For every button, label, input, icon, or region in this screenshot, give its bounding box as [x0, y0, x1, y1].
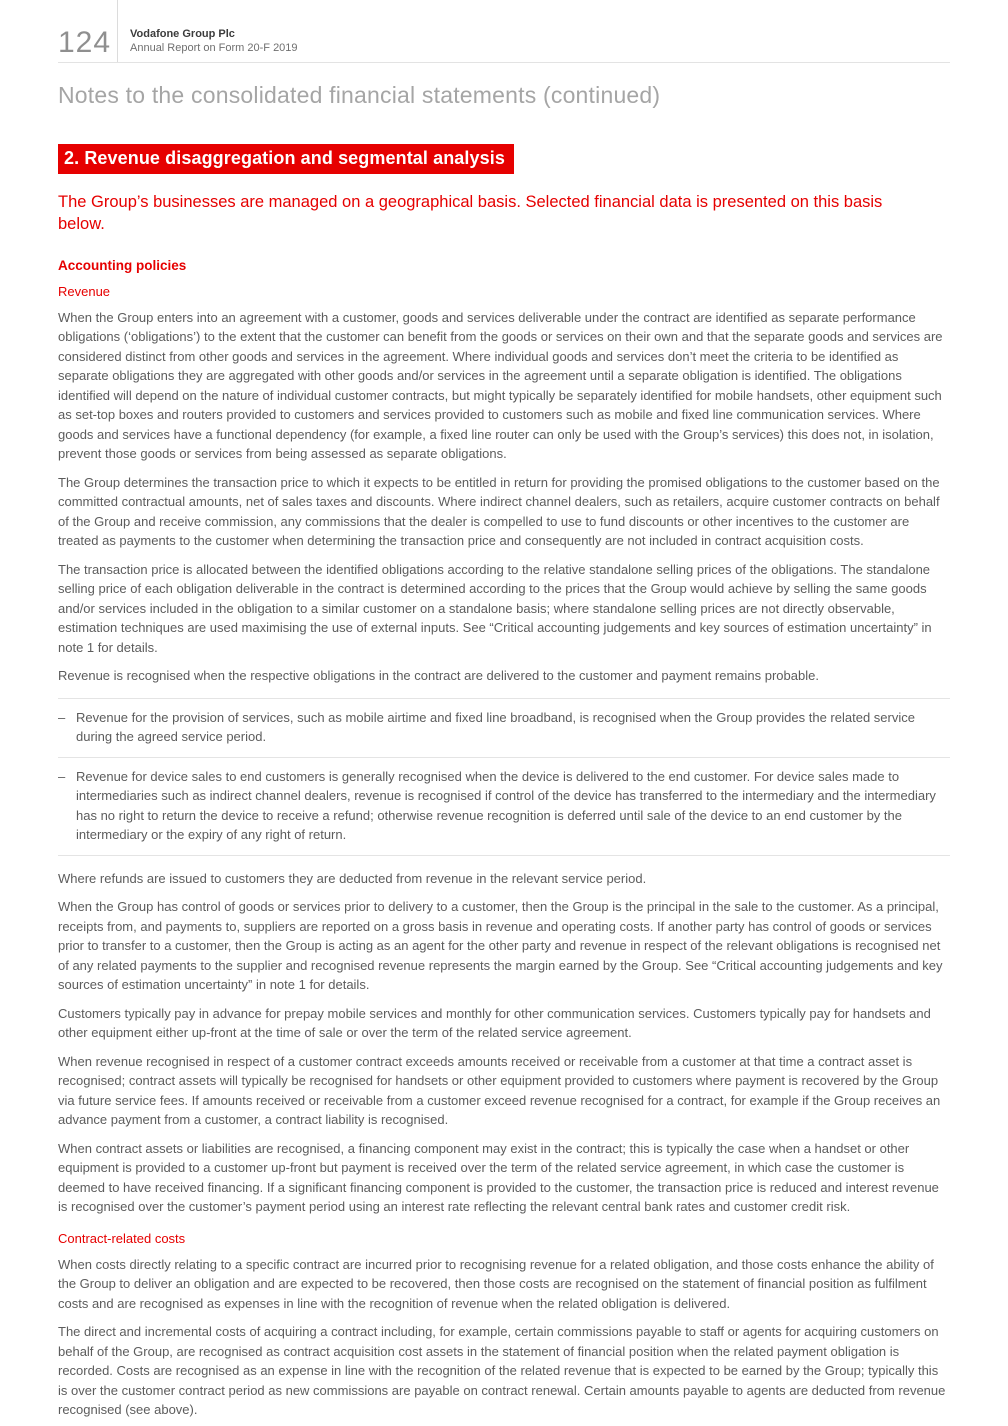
section-intro: The Group’s businesses are managed on a geographical basis. Selected financial data is presented on this basis below. [58, 193, 883, 233]
header-meta [130, 27, 298, 56]
page-number: 124 [58, 26, 112, 59]
list-item-text: Revenue for the provision of services, such as mobile airtime and fixed line broadband, is recognised when the Group provides the related service during the agreed service period. [76, 709, 915, 745]
paragraph: Where refunds are issued to customers they are deducted from revenue in the relevant service period. [58, 870, 647, 886]
dash-marker: – [58, 768, 66, 784]
report-name: Annual Report on Form 20-F 2019 [130, 42, 298, 55]
list-item [58, 758, 950, 856]
list-item [58, 699, 950, 758]
paragraph: The Group determines the transaction price to which it expects to be entitled in return for providing the promised obligations to the customer based on the committed contractual amounts, net of sales taxes and discounts. Where indirect channel dealers, such as retailers, acquire customer contracts on behalf of the Group and receive commission, any commissions that the dealer is compelled to use to fund discounts or other incentives to the customer are treated as payments to the customer when determining the transaction price and consequently are not included in contract acquisition costs. [58, 474, 940, 549]
paragraph: Customers typically pay in advance for prepay mobile services and monthly for other communication services. Customers typically pay for handsets and other equipment either up-front at the time of sale or over the term of the related service agreement. [58, 1005, 931, 1041]
accounting-policies-heading: Accounting policies [58, 257, 187, 273]
paragraph: The transaction price is allocated between the identified obligations according to the relative standalone selling prices of the obligations. The standalone selling price of each obligation deliverable in the contract is determined according to the prices that the Group would achieve by selling the same goods and/or services included in the obligation to a similar customer on a standalone basis; where standalone selling prices are not directly observable, estimation techniques are used maximising the use of external inputs. See “Critical accounting judgements and key sources of estimation uncertainty” in note 1 for details. [58, 561, 932, 655]
paragraph: The direct and incremental costs of acquiring a contract including, for example, certain commissions payable to staff or agents for acquiring customers on behalf of the Group, are recognised as contract acquisition cost assets in the statement of financial position when the related payment obligation is recorded. Costs are recognised as an expense in line with the recognition of the related revenue that is expected to be earned by the Group; typically this is over the customer contract period as new commissions are payable on contract renewal. Certain amounts payable to agents are deducted from revenue recognised (see above). [58, 1324, 946, 1418]
dash-marker: – [58, 709, 66, 725]
header-divider [117, 0, 118, 62]
revenue-recognition-list [58, 698, 950, 856]
section-heading: 2. Revenue disaggregation and segmental analysis [58, 144, 514, 174]
paragraph: When costs directly relating to a specific contract are incurred prior to recognising revenue for a related obligation, and those costs enhance the ability of the Group to deliver an obligation and are expected to be recovered, then those costs are recognised on the statement of financial position as fulfilment costs and are recognised as expenses in line with the recognition of revenue when the related obligation is delivered. [58, 1256, 934, 1311]
company-name: Vodafone Group Plc [130, 28, 235, 40]
note-content [58, 144, 950, 1420]
contract-costs-subheading: Contract-related costs [58, 1230, 186, 1246]
paragraph: When contract assets or liabilities are recognised, a financing component may exist in the contract; this is typically the case when a handset or other equipment is provided to a customer up-front but payment is received over the term of the related service agreement, in which case the customer is deemed to have received financing. If a significant financing component is provided to the customer, the transaction price is reduced and interest revenue is recognised over the customer’s payment period using an interest rate reflecting the relevant central bank rates and customer credit risk. [58, 1140, 939, 1215]
document-title: Notes to the consolidated financial statements (continued) [58, 82, 661, 108]
revenue-subheading: Revenue [58, 283, 111, 299]
list-item-text: Revenue for device sales to end customers is generally recognised when the device is delivered to the end customer. For device sales made to intermediaries such as indirect channel dealers, revenue is recognised if control of the device has transferred to the intermediary and the intermediary has no right to return the device to receive a refund; otherwise revenue recognition is deferred until sale of the device to an end customer by the intermediary or the expiry of any right of return. [76, 768, 936, 843]
header-rule [58, 62, 950, 63]
page-header [58, 0, 950, 62]
paragraph: Revenue is recognised when the respective obligations in the contract are delivered to the customer and payment remains probable. [58, 668, 819, 684]
paragraph: When revenue recognised in respect of a customer contract exceeds amounts received or receivable from a customer at that time a contract asset is recognised; contract assets will typically be recognised for handsets or other equipment provided to customers where payment is recovered by the Group via future service fees. If amounts received or receivable from a customer exceed revenue recognised for a contract, for example if the Group receives an advance payment from a customer, a contract liability is recognised. [58, 1053, 941, 1128]
paragraph: When the Group has control of goods or services prior to delivery to a customer, then the Group is the principal in the sale to the customer. As a principal, receipts from, and payments to, suppliers are reported on a gross basis in revenue and operating costs. If another party has control of goods or services prior to transfer to a customer, then the Group is acting as an agent for the other party and revenue in respect of the relevant obligations is recognised net of any related payments to the supplier and recognised revenue represents the margin earned by the Group. See “Critical accounting judgements and key sources of estimation uncertainty” in note 1 for details. [58, 899, 943, 993]
paragraph: When the Group enters into an agreement with a customer, goods and services deliverable under the contract are identified as separate performance obligations (‘obligations’) to the extent that the customer can benefit from the goods or services on their own and that the separate goods and services are considered distinct from other goods and services in the agreement. Where individual goods and services don’t meet the criteria to be identified as separate obligations they are aggregated with other goods and/or services in the agreement until a separate obligation is identified. The obligations identified will depend on the nature of individual customer contracts, but might typically be separately identified for mobile handsets, other equipment such as set-top boxes and routers provided to customers and services provided to customers such as mobile and fixed line communication services. Where goods and services have a functional dependency (for example, a fixed line router can only be used with the Group’s services) this does not, in isolation, prevent those goods or services from being assessed as separate obligations. [58, 309, 943, 462]
